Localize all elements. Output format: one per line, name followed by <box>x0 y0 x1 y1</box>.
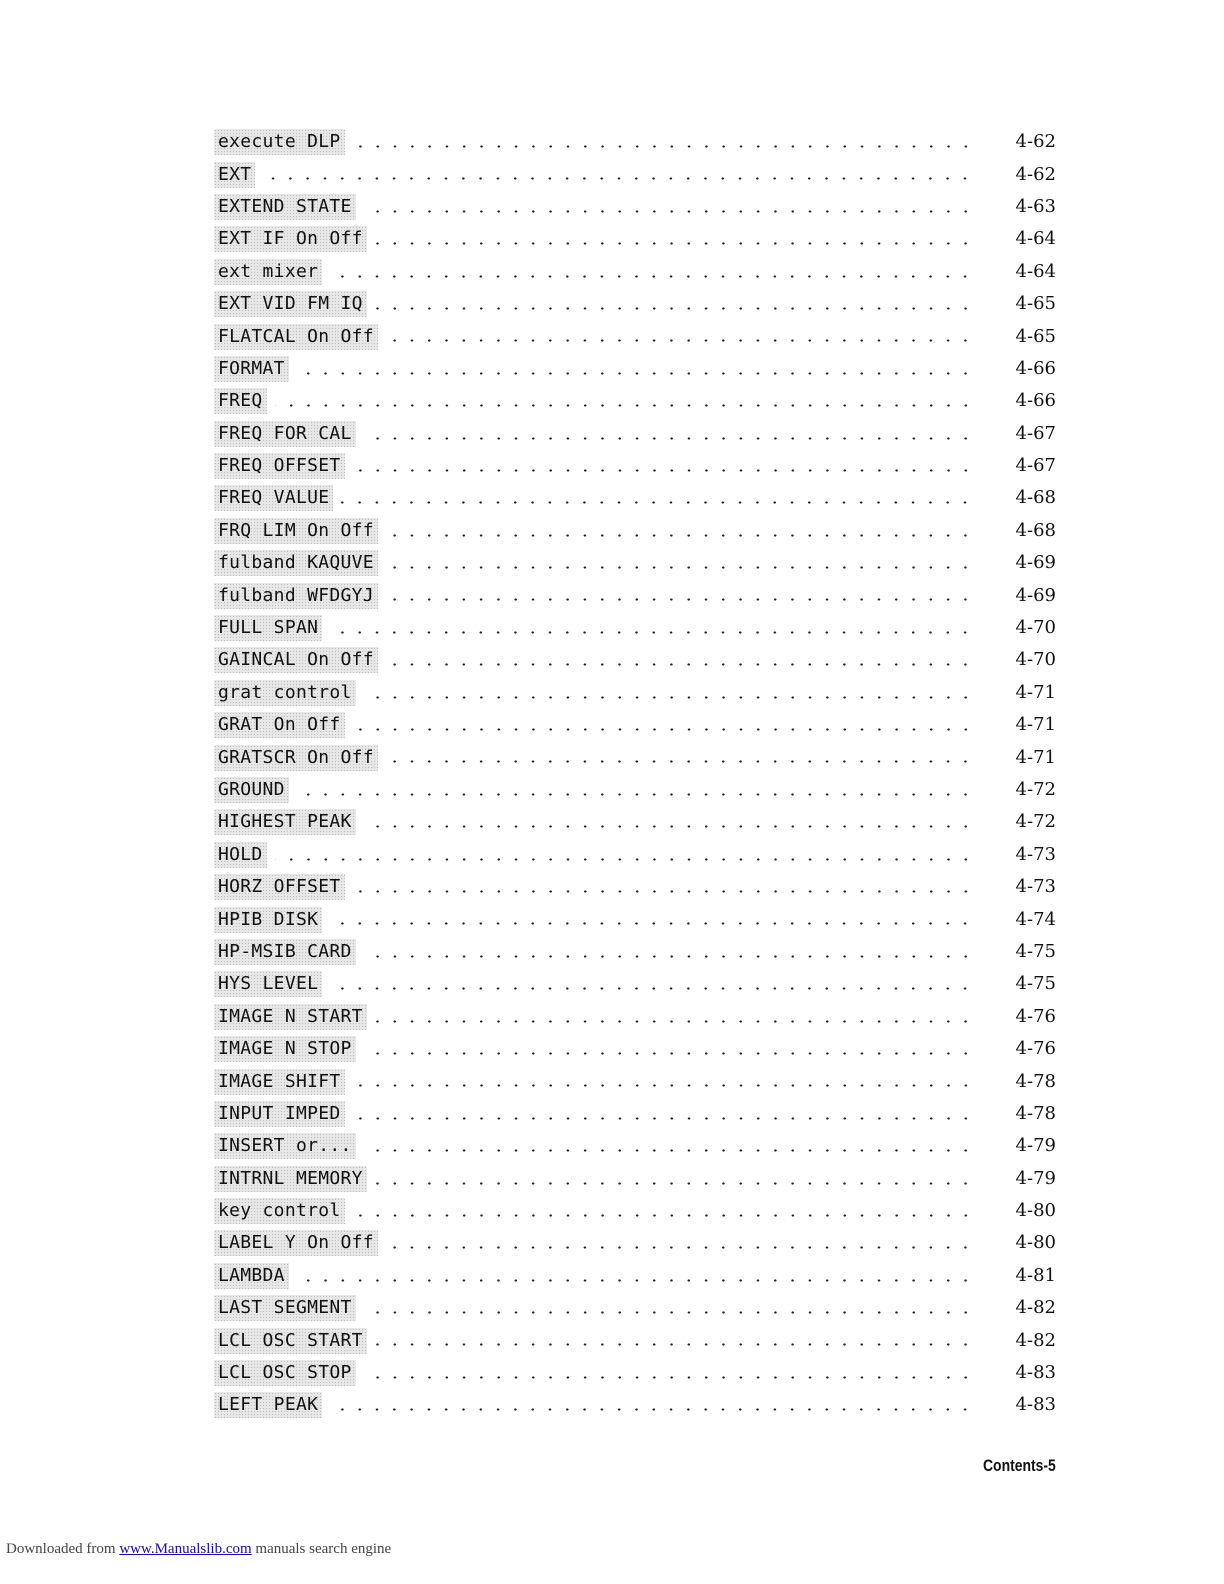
softkey-label: FLATCAL On Off <box>214 324 378 350</box>
page-number: 4-79 <box>1015 1167 1056 1189</box>
toc-entry <box>214 482 1056 514</box>
dot-leader <box>263 158 974 190</box>
dot-leader <box>386 1227 974 1259</box>
page-number: 4-72 <box>1015 811 1056 833</box>
dot-leader <box>353 871 974 903</box>
dot-leader <box>330 968 974 1000</box>
dot-leader <box>330 1389 974 1421</box>
toc-entry <box>214 579 1056 611</box>
dot-leader <box>386 515 974 547</box>
dot-leader <box>297 774 974 806</box>
page-number: 4-78 <box>1015 1102 1056 1124</box>
page-number: 4-80 <box>1015 1200 1056 1222</box>
page-number: 4-83 <box>1015 1362 1056 1384</box>
dot-leader <box>364 1292 974 1324</box>
toc-entry <box>214 871 1056 903</box>
page-number: 4-69 <box>1015 584 1056 606</box>
softkey-label: FULL SPAN <box>214 615 322 641</box>
softkey-label: INSERT or... <box>214 1133 356 1159</box>
softkey-label: HORZ OFFSET <box>214 874 345 900</box>
dot-leader <box>330 903 974 935</box>
toc-entry <box>214 903 1056 935</box>
toc-entry <box>214 1292 1056 1324</box>
softkey-label: HYS LEVEL <box>214 971 322 997</box>
toc-entry <box>214 1098 1056 1130</box>
page-number: 4-71 <box>1015 746 1056 768</box>
dot-leader <box>375 1163 974 1195</box>
dot-leader <box>364 806 974 838</box>
page-number: 4-71 <box>1015 681 1056 703</box>
page-number: 4-64 <box>1015 260 1056 282</box>
page-number: 4-76 <box>1015 1038 1056 1060</box>
page-number: 4-64 <box>1015 228 1056 250</box>
page-number: 4-82 <box>1015 1297 1056 1319</box>
softkey-label: EXTEND STATE <box>214 194 356 220</box>
page-number: 4-83 <box>1015 1394 1056 1416</box>
dot-leader <box>353 450 974 482</box>
dot-leader <box>364 1357 974 1389</box>
softkey-label: HP-MSIB CARD <box>214 939 356 965</box>
softkey-label: GAINCAL On Off <box>214 647 378 673</box>
softkey-label: GRATSCR On Off <box>214 745 378 771</box>
dot-leader <box>386 579 974 611</box>
dot-leader <box>364 1033 974 1065</box>
softkey-label: FREQ FOR CAL <box>214 421 356 447</box>
toc-entry <box>214 385 1056 417</box>
softkey-label: execute DLP <box>214 129 345 155</box>
toc-entry <box>214 1001 1056 1033</box>
toc-entry <box>214 1163 1056 1195</box>
page-number: 4-81 <box>1015 1264 1056 1286</box>
toc-entry <box>214 612 1056 644</box>
softkey-label: EXT IF On Off <box>214 226 367 252</box>
toc-entry <box>214 936 1056 968</box>
page-number: 4-75 <box>1015 940 1056 962</box>
softkey-label: FREQ OFFSET <box>214 453 345 479</box>
softkey-label: EXT VID FM IQ <box>214 291 367 317</box>
toc-entry <box>214 741 1056 773</box>
page-number: 4-76 <box>1015 1005 1056 1027</box>
toc-entry <box>214 1357 1056 1389</box>
dot-leader <box>364 677 974 709</box>
softkey-label: GROUND <box>214 777 289 803</box>
toc-entry <box>214 1130 1056 1162</box>
page-number: 4-79 <box>1015 1135 1056 1157</box>
softkey-label: EXT <box>214 162 255 188</box>
softkey-label: FORMAT <box>214 356 289 382</box>
dot-leader <box>330 612 974 644</box>
toc-entry <box>214 677 1056 709</box>
download-prefix: Downloaded from <box>6 1541 116 1557</box>
dot-leader <box>353 126 974 158</box>
softkey-label: IMAGE N STOP <box>214 1036 356 1062</box>
page-number: 4-74 <box>1015 908 1056 930</box>
page-number: 4-63 <box>1015 195 1056 217</box>
softkey-label: FREQ <box>214 388 267 414</box>
dot-leader <box>364 936 974 968</box>
dot-leader <box>375 223 974 255</box>
page-number: 4-70 <box>1015 617 1056 639</box>
softkey-label: INTRNL MEMORY <box>214 1166 367 1192</box>
toc-entry <box>214 1260 1056 1292</box>
dot-leader <box>341 482 974 514</box>
toc-entry <box>214 806 1056 838</box>
page-number: 4-71 <box>1015 714 1056 736</box>
toc-entry <box>214 547 1056 579</box>
toc-entry <box>214 1389 1056 1421</box>
page-number: 4-70 <box>1015 649 1056 671</box>
toc-entry <box>214 515 1056 547</box>
toc-entry <box>214 1324 1056 1356</box>
page-number: 4-65 <box>1015 325 1056 347</box>
download-suffix: manuals search engine <box>255 1541 392 1557</box>
softkey-label: LAMBDA <box>214 1263 289 1289</box>
dot-leader <box>297 1260 974 1292</box>
toc-entry <box>214 353 1056 385</box>
dot-leader <box>275 385 974 417</box>
toc-entry <box>214 418 1056 450</box>
dot-leader <box>353 1195 974 1227</box>
softkey-label: INPUT IMPED <box>214 1101 345 1127</box>
softkey-label: grat control <box>214 680 356 706</box>
softkey-label: HIGHEST PEAK <box>214 809 356 835</box>
softkey-label: FRQ LIM On Off <box>214 518 378 544</box>
softkey-label: LCL OSC START <box>214 1328 367 1354</box>
toc-entry <box>214 191 1056 223</box>
page-number: 4-78 <box>1015 1070 1056 1092</box>
page-number: 4-68 <box>1015 487 1056 509</box>
page-number: 4-82 <box>1015 1329 1056 1351</box>
softkey-label: fulband WFDGYJ <box>214 583 378 609</box>
toc-entry <box>214 644 1056 676</box>
softkey-label: LCL OSC STOP <box>214 1360 356 1386</box>
dot-leader <box>375 1001 974 1033</box>
softkey-label: IMAGE SHIFT <box>214 1069 345 1095</box>
toc-entry <box>214 223 1056 255</box>
dot-leader <box>275 839 974 871</box>
toc-entry <box>214 320 1056 352</box>
page-number: 4-66 <box>1015 357 1056 379</box>
softkey-label: key control <box>214 1198 345 1224</box>
toc-entry <box>214 709 1056 741</box>
toc-entry <box>214 1065 1056 1097</box>
softkey-label: FREQ VALUE <box>214 485 333 511</box>
footer-page-number: Contents-5 <box>983 1456 1056 1475</box>
dot-leader <box>353 1065 974 1097</box>
page-number: 4-80 <box>1015 1232 1056 1254</box>
softkey-label: GRAT On Off <box>214 712 345 738</box>
page-number: 4-75 <box>1015 973 1056 995</box>
dot-leader <box>364 418 974 450</box>
toc-entry <box>214 126 1056 158</box>
page-number: 4-68 <box>1015 519 1056 541</box>
softkey-label: fulband KAQUVE <box>214 550 378 576</box>
toc-entry <box>214 1195 1056 1227</box>
dot-leader <box>386 547 974 579</box>
dot-leader <box>386 741 974 773</box>
toc-entry <box>214 1033 1056 1065</box>
toc-entry <box>214 774 1056 806</box>
page-number: 4-73 <box>1015 876 1056 898</box>
dot-leader <box>297 353 974 385</box>
softkey-label: IMAGE N START <box>214 1004 367 1030</box>
page-number: 4-67 <box>1015 455 1056 477</box>
dot-leader <box>353 709 974 741</box>
page-number: 4-67 <box>1015 422 1056 444</box>
toc-entry <box>214 839 1056 871</box>
download-notice <box>6 1541 391 1558</box>
page-number: 4-62 <box>1015 131 1056 153</box>
page-number: 4-66 <box>1015 390 1056 412</box>
toc-entry <box>214 256 1056 288</box>
page-number: 4-72 <box>1015 779 1056 800</box>
softkey-label: LEFT PEAK <box>214 1392 322 1418</box>
page-number: 4-65 <box>1015 293 1056 315</box>
dot-leader <box>330 256 974 288</box>
toc-entry <box>214 288 1056 320</box>
dot-leader <box>364 1130 974 1162</box>
dot-leader <box>364 191 974 223</box>
dot-leader <box>386 644 974 676</box>
page-number: 4-73 <box>1015 843 1056 865</box>
dot-leader <box>375 1324 974 1356</box>
toc-entry <box>214 968 1056 1000</box>
toc-entry <box>214 1227 1056 1259</box>
toc-entry <box>214 158 1056 190</box>
page-number: 4-69 <box>1015 552 1056 574</box>
toc-list <box>214 126 1056 1422</box>
manualslib-link[interactable]: www.Manualslib.com <box>119 1541 252 1557</box>
softkey-label: HPIB DISK <box>214 907 322 933</box>
toc-entry <box>214 450 1056 482</box>
page-number: 4-62 <box>1015 163 1056 185</box>
softkey-label: LABEL Y On Off <box>214 1230 378 1256</box>
softkey-label: HOLD <box>214 842 267 868</box>
dot-leader <box>353 1098 974 1130</box>
softkey-label: LAST SEGMENT <box>214 1295 356 1321</box>
softkey-label: ext mixer <box>214 259 322 285</box>
dot-leader <box>375 288 974 320</box>
dot-leader <box>386 320 974 352</box>
